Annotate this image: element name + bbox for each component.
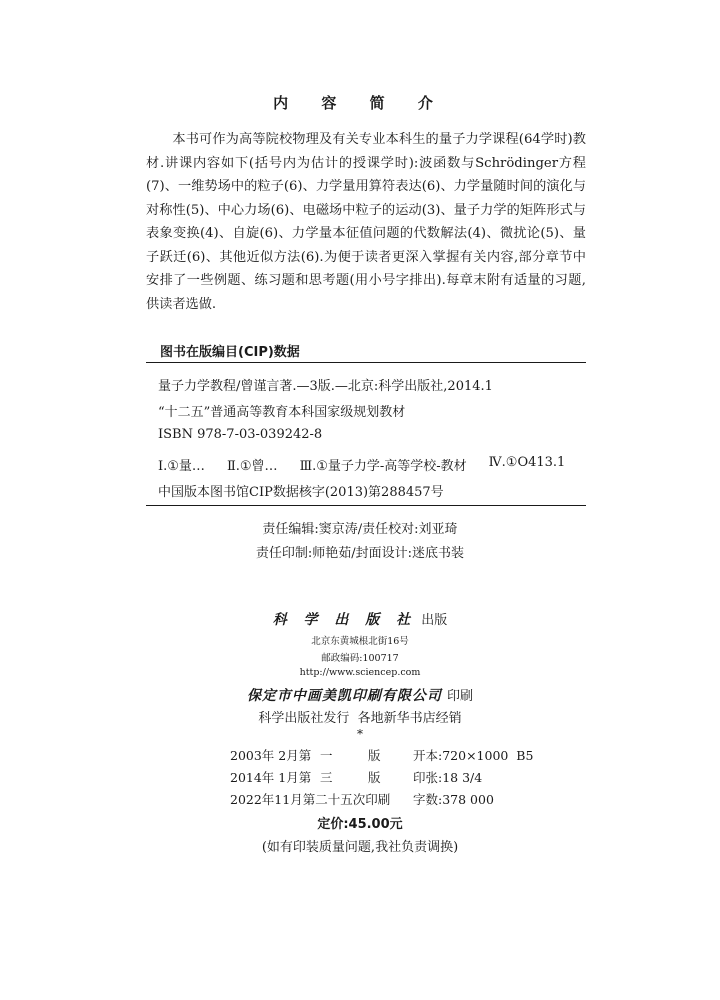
edition-spec: 字数:378 000 [413,792,494,807]
cip-classification [158,455,565,474]
summary-body [146,128,586,316]
cip-series-line: “十二五”普通高等教育本科国家级规划教材 [158,405,406,420]
printer-line [0,685,720,705]
publisher-postcode: 邮政编码:100717 [321,653,399,664]
publisher-address: 北京东黄城根北街16号 [311,636,409,647]
quality-note: (如有印装质量问题,我社负责调换) [261,840,459,855]
edition-spec: 印张:18 3/4 [413,770,483,785]
cip-bibliographic-line: 量子力学教程/曾谨言著.—3版.—北京:科学出版社,2014.1 [158,379,493,394]
edition-number: 一 [320,748,333,763]
printer-role: 印刷 [447,689,474,704]
cip-heading: 图书在版编目(CIP)数据 [160,345,300,360]
edition-kind: 版 [368,748,381,763]
publisher-url: http://www.sciencep.com [299,667,421,678]
publisher-name: 科 学 出 版 社 [272,612,417,628]
edition-date: 2014年 1月第 [230,770,312,785]
printer-name: 保定市中画美凯印刷有限公司 [246,688,442,704]
cip-class-1: Ⅰ.①量… [158,459,205,474]
summary-title: 内 容 简 介 [273,94,447,112]
edition-date: 2003年 2月第 [230,748,312,763]
cip-isbn: ISBN 978-7-03-039242-8 [158,427,323,442]
edition-spec: 开本:720×1000 B5 [413,748,534,763]
cip-check-number: 中国版本图书馆CIP数据核字(2013)第288457号 [158,485,444,500]
distribution-line: 科学出版社发行 各地新华书店经销 [258,711,462,726]
publisher-line [0,609,720,629]
cip-class-4: Ⅳ.①O413.1 [488,455,566,470]
cip-bottom-rule [146,505,586,506]
price: 定价:45.00元 [317,817,403,832]
edition-date: 2022年11月第二十五次印刷 [230,792,391,807]
cip-top-rule [146,362,586,363]
separator-star: * [357,727,363,741]
cip-class-3: Ⅲ.①量子力学-高等学校-教材 [299,459,467,474]
publisher-role: 出版 [421,613,448,628]
cip-class-2: Ⅱ.①曾… [226,459,278,474]
production-credits: 责任印制:师艳茹/封面设计:迷底书装 [255,546,465,561]
editor-credits: 责任编辑:窦京涛/责任校对:刘亚琦 [262,522,458,537]
edition-number: 三 [320,770,333,785]
edition-kind: 版 [368,770,381,785]
summary-paragraph: 本书可作为高等院校物理及有关专业本科生的量子力学课程(64学时)教材.讲课内容如下(括号内为估计的授课学时):波函数与Schrödinger方程(7)、一维势场中的粒子(6)、力学量用算符表达(6)、力学量随时间的演化与对称性(5)、中心力场(6)、电磁场中粒子的运动(3)、量子力学的矩阵形式与表象变换(4)、自旋(6)、力学量本征值问题的代数解法(4)、微扰论(5)、量子跃迁(6)、其他近似方法(6).为便于读者更深入掌握有关内容,部分章节中安排了一些例题、练习题和思考题(用小号字排出).每章末附有适量的习题,供读者选做. [146,132,586,312]
